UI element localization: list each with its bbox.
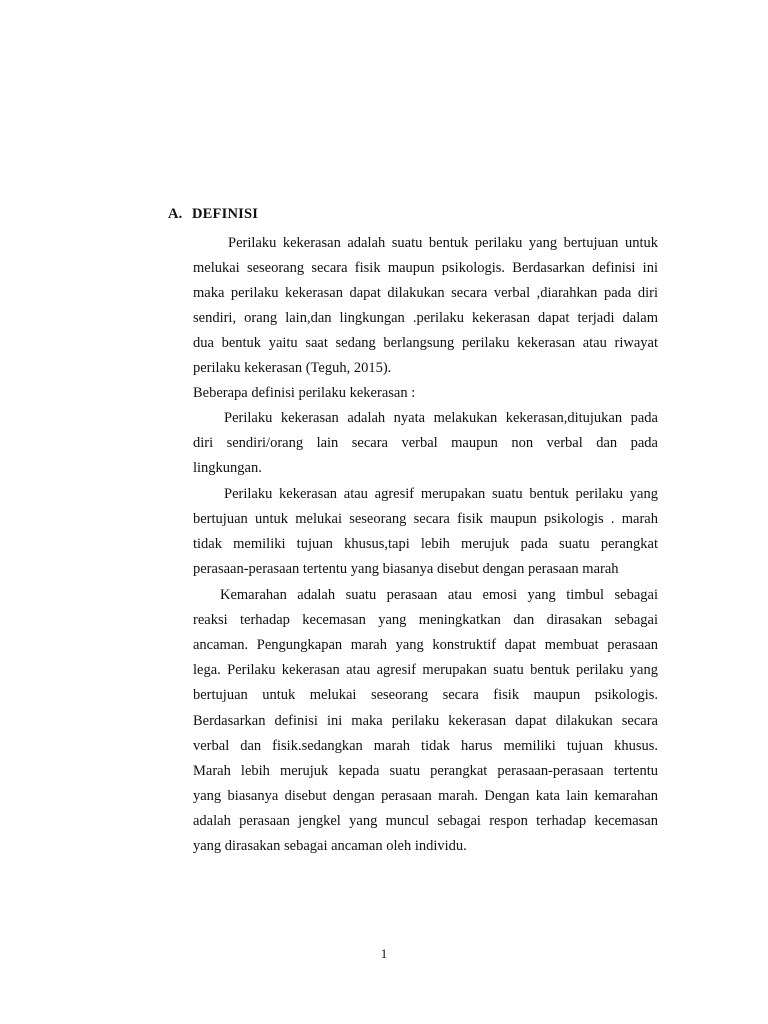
paragraph-line: lega. Perilaku kekerasan atau agresif merupakan suatu bentuk perilaku yang — [193, 662, 658, 678]
paragraph-line: melukai seseorang secara fisik maupun psikologis. Berdasarkan definisi ini — [193, 260, 658, 276]
section-heading — [168, 206, 258, 223]
section-number: A. — [168, 206, 183, 222]
paragraph-line: tidak memiliki tujuan khusus,tapi lebih merujuk pada suatu perangkat — [193, 536, 658, 552]
paragraph-line: Kemarahan adalah suatu perasaan atau emosi yang timbul sebagai — [220, 587, 658, 603]
page-number: 1 — [380, 946, 388, 961]
paragraph-line: reaksi terhadap kecemasan yang meningkatkan dan dirasakan sebagai — [193, 612, 658, 628]
paragraph-line: yang biasanya disebut dengan perasaan marah. Dengan kata lain kemarahan — [193, 788, 658, 804]
paragraph-line: diri sendiri/orang lain secara verbal maupun non verbal dan pada — [193, 435, 658, 451]
paragraph-line: bertujuan untuk melukai seseorang secara fisik maupun psikologis . marah — [193, 511, 658, 527]
paragraph-line: bertujuan untuk melukai seseorang secara fisik maupun psikologis. — [193, 687, 658, 703]
paragraph-line: dua bentuk yaitu saat sedang berlangsung perilaku kekerasan atau riwayat — [193, 335, 658, 351]
paragraph-line: Marah lebih merujuk kepada suatu perangkat perasaan-perasaan tertentu — [193, 763, 658, 779]
paragraph-line: perilaku kekerasan (Teguh, 2015). — [193, 360, 392, 376]
definitions-intro: Beberapa definisi perilaku kekerasan : — [193, 385, 416, 401]
paragraph-line: yang dirasakan sebagai ancaman oleh individu. — [193, 838, 467, 854]
paragraph-line: sendiri, orang lain,dan lingkungan .perilaku kekerasan dapat terjadi dalam — [193, 310, 658, 326]
paragraph-line: Berdasarkan definisi ini maka perilaku kekerasan dapat dilakukan secara — [193, 713, 658, 729]
paragraph-line: adalah perasaan jengkel yang muncul sebagai respon terhadap kecemasan — [193, 813, 658, 829]
paragraph-line: maka perilaku kekerasan dapat dilakukan secara verbal ,diarahkan pada diri — [193, 285, 658, 301]
paragraph-line: Perilaku kekerasan adalah suatu bentuk perilaku yang bertujuan untuk — [228, 235, 658, 251]
section-title: DEFINISI — [192, 206, 259, 222]
paragraph-line: verbal dan fisik.sedangkan marah tidak harus memiliki tujuan khusus. — [193, 738, 658, 754]
paragraph-line: Perilaku kekerasan atau agresif merupakan suatu bentuk perilaku yang — [224, 486, 658, 502]
paragraph-line: perasaan-perasaan tertentu yang biasanya disebut dengan perasaan marah — [193, 561, 619, 577]
paragraph-line: lingkungan. — [193, 460, 262, 476]
paragraph-line: ancaman. Pengungkapan marah yang konstruktif dapat membuat perasaan — [193, 637, 658, 653]
paragraph-line: Perilaku kekerasan adalah nyata melakukan kekerasan,ditujukan pada — [224, 410, 658, 426]
